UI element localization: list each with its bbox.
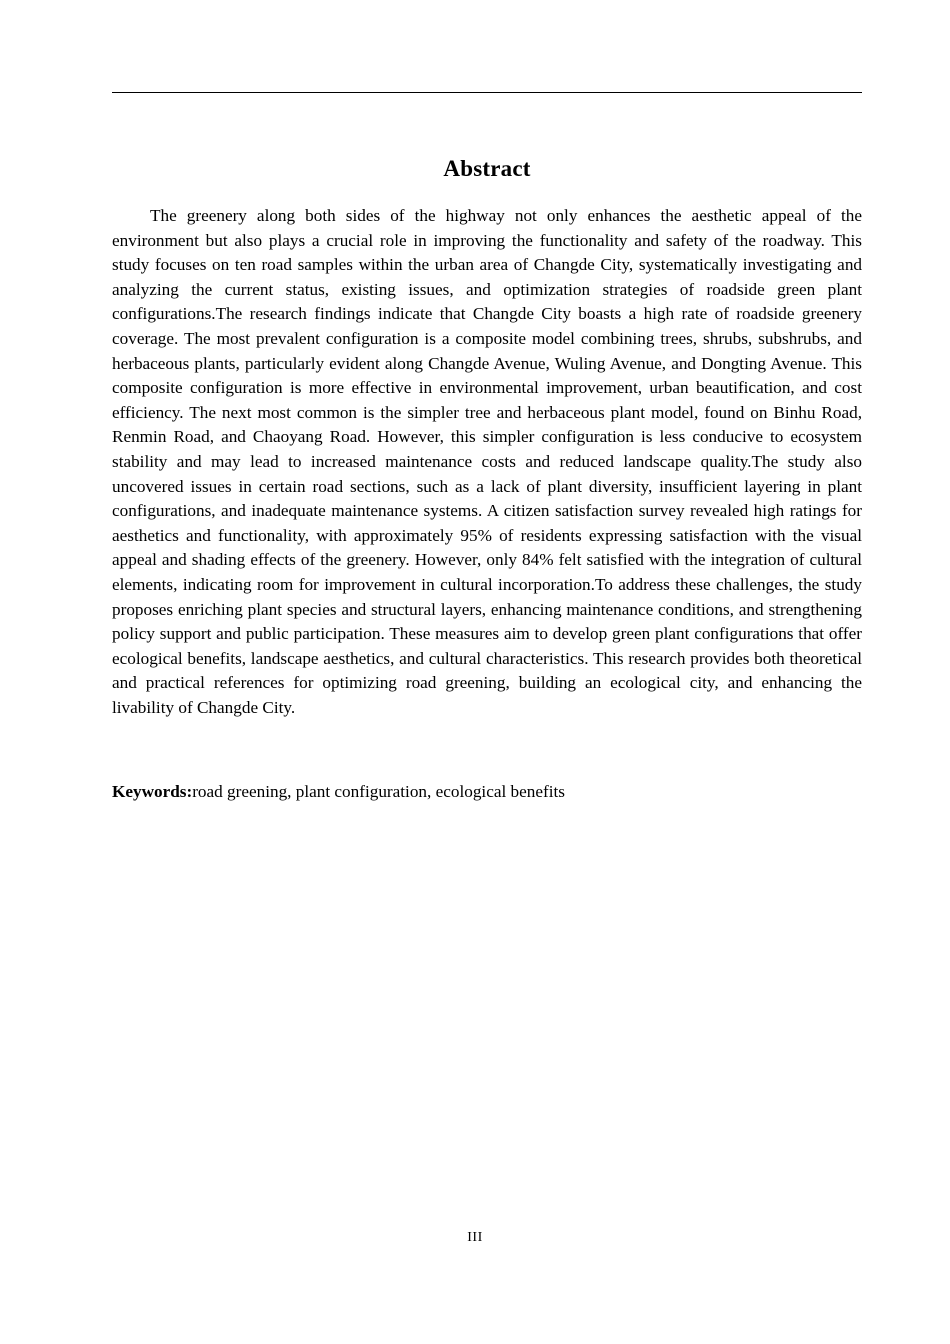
- page-number: III: [467, 1230, 483, 1245]
- keywords-line: [112, 780, 862, 805]
- page-title: Abstract: [443, 156, 531, 182]
- keywords-value: road greening, plant configuration, ecological benefits: [192, 782, 565, 801]
- header-divider: [112, 92, 862, 93]
- keywords-label: Keywords:: [112, 782, 193, 801]
- abstract-section: [112, 204, 862, 720]
- abstract-paragraph: The greenery along both sides of the highway not only enhances the aesthetic appeal of the environment but also plays a crucial role in improving the functionality and safety of the roadway. This study focuses on ten road samples within the urban area of Changde City, systematically investigating and analyzing the current status, existing issues, and optimization strategies of roadside green plant configurations.The research findings indicate that Changde City boasts a high rate of roadside greenery coverage. The most prevalent configuration is a composite model combining trees, shrubs, subshrubs, and herbaceous plants, particularly evident along Changde Avenue, Wuling Avenue, and Dongting Avenue. This composite configuration is more effective in environmental improvement, urban beautification, and cost efficiency. The next most common is the simpler tree and herbaceous plant model, found on Binhu Road, Renmin Road, and Chaoyang Road. However, this simpler configuration is less conducive to ecosystem stability and may lead to increased maintenance costs and reduced landscape quality.The study also uncovered issues in certain road sections, such as a lack of plant diversity, insufficient layering in plant configurations, and inadequate maintenance systems. A citizen satisfaction survey revealed high ratings for aesthetics and functionality, with approximately 95% of residents expressing satisfaction with the visual appeal and shading effects of the greenery. However, only 84% felt satisfied with the integration of cultural elements, indicating room for improvement in cultural incorporation.To address these challenges, the study proposes enriching plant species and structural layers, enhancing maintenance conditions, and strengthening policy support and public participation. These measures aim to develop green plant configurations that offer ecological benefits, landscape aesthetics, and cultural characteristics. This research provides both theoretical and practical references for optimizing road greening, building an ecological city, and enhancing the livability of Changde City.: [112, 206, 862, 717]
